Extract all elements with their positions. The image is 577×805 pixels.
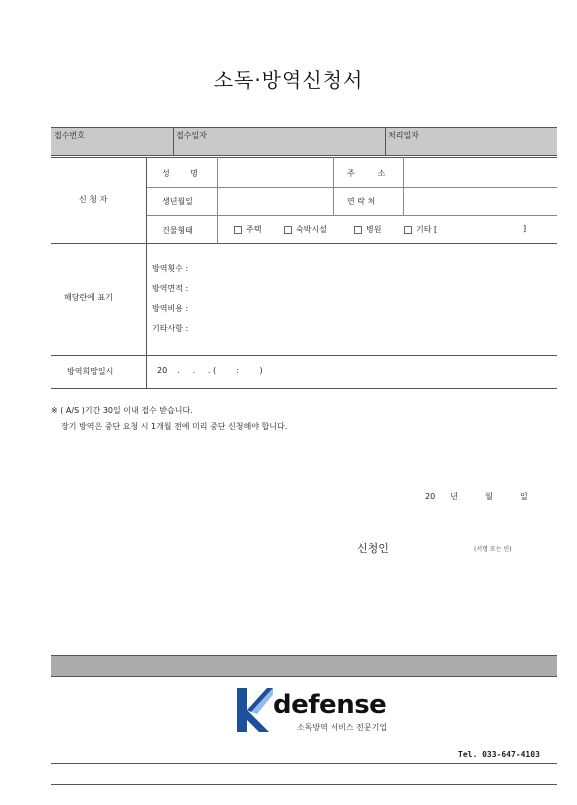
footer-bar bbox=[51, 655, 557, 677]
signature-label: 신청인 bbox=[357, 542, 389, 555]
logo-text: defense bbox=[273, 690, 387, 720]
name-label: 성 명 bbox=[162, 169, 198, 178]
birth-label: 생년월일 bbox=[162, 197, 193, 206]
building-option-other[interactable]: 기타 [ bbox=[404, 224, 437, 235]
date-day-unit: 일 bbox=[519, 492, 528, 501]
company-tel: Tel. 033-647-4103 bbox=[458, 750, 540, 759]
building-type-label: 건물형태 bbox=[162, 226, 193, 235]
checkbox-icon[interactable] bbox=[404, 226, 412, 234]
checkbox-icon[interactable] bbox=[234, 226, 242, 234]
checkbox-icon[interactable] bbox=[284, 226, 292, 234]
area-label: 방역면적 : bbox=[152, 284, 189, 293]
checkbox-icon[interactable] bbox=[354, 226, 362, 234]
receipt-header-row bbox=[51, 127, 557, 156]
contact-label: 연 락 처 bbox=[347, 197, 376, 206]
application-form-table bbox=[51, 157, 557, 389]
etc-label: 기타사항 : bbox=[152, 324, 189, 333]
name-field[interactable] bbox=[218, 158, 332, 186]
count-label: 방역횟수 : bbox=[152, 264, 189, 273]
note-line-1: ※ ( A/S )기간 30일 이내 접수 받습니다. bbox=[51, 406, 193, 415]
details-section-label: 해당란에 표기 bbox=[64, 293, 113, 302]
contact-field[interactable] bbox=[404, 188, 556, 214]
schedule-label: 방역희망일시 bbox=[67, 367, 114, 376]
k-logo-mark-icon bbox=[233, 686, 273, 734]
applicant-section-label: 신 청 자 bbox=[79, 195, 108, 204]
cost-label: 방역비용 : bbox=[152, 304, 189, 313]
schedule-value[interactable]: 20 . . . ( : ) bbox=[157, 366, 263, 375]
building-option-house[interactable]: 주택 bbox=[234, 224, 261, 235]
address-field[interactable] bbox=[404, 158, 556, 186]
building-option-lodging[interactable]: 숙박시설 bbox=[284, 224, 327, 235]
date-year: 20 bbox=[425, 492, 436, 501]
building-other-close: ] bbox=[523, 224, 527, 233]
receipt-no-label: 접수번호 bbox=[54, 131, 85, 140]
page-title: 소독·방역신청서 bbox=[213, 68, 364, 92]
address-label: 주 소 bbox=[347, 169, 386, 178]
building-option-hospital[interactable]: 병원 bbox=[354, 224, 381, 235]
date-line bbox=[425, 491, 528, 502]
receipt-date-label: 접수일자 bbox=[176, 131, 207, 140]
date-year-unit: 년 bbox=[450, 492, 459, 501]
signature-hint: (서명 또는 인) bbox=[474, 546, 512, 553]
company-logo bbox=[233, 686, 408, 736]
process-date-label: 처리일자 bbox=[388, 131, 419, 140]
logo-tagline: 소독방역 서비스 전문기업 bbox=[297, 723, 388, 732]
date-month-unit: 월 bbox=[485, 492, 493, 501]
note-line-2: 장기 방역은 중단 요청 시 1개월 전에 미리 중단 신청해야 합니다. bbox=[61, 422, 288, 431]
birth-field[interactable] bbox=[218, 188, 332, 214]
